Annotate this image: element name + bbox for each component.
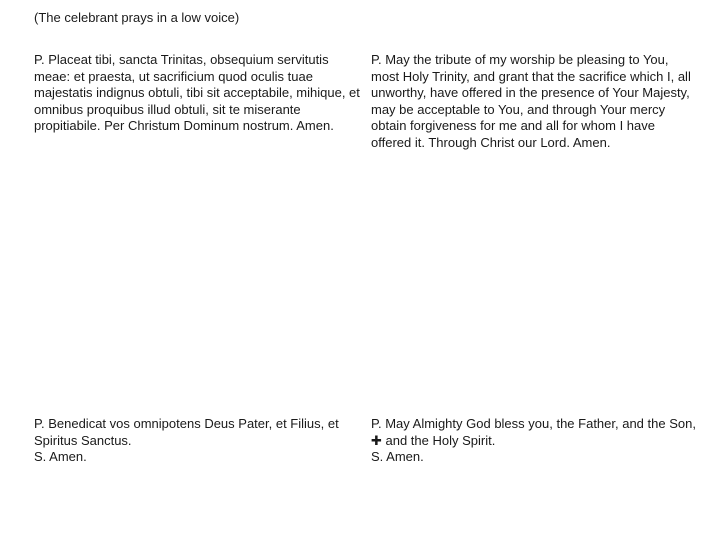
- latin-prayer-placeat: P. Placeat tibi, sancta Trinitas, obsequium servitutis meae: et praesta, ut sacrificium quod oculis tuae majestatis indignus obtuli, tibi sit acceptabile, mihique, et omnibus proquibus illud obtuli, sit te miserante propitiabile. Per Christum Dominum nostrum. Amen.: [34, 52, 360, 134]
- rubric-instruction: (The celebrant prays in a low voice): [34, 10, 240, 25]
- english-prayer-placeat: P. May the tribute of my worship be pleasing to You, most Holy Trinity, and grant that the sacrifice which I, all unworthy, have offered in the presence of Your Majesty, may be acceptable to You, and through Your mercy obtain forgiveness for me and all for whom I have offered it. Through Christ our Lord. Amen.: [371, 52, 691, 150]
- english-blessing: P. May Almighty God bless you, the Father, and the Son, ✚ and the Holy Spirit. S. Amen.: [371, 416, 696, 465]
- latin-blessing: P. Benedicat vos omnipotens Deus Pater, et Filius, et Spiritus Sanctus. S. Amen.: [34, 416, 339, 465]
